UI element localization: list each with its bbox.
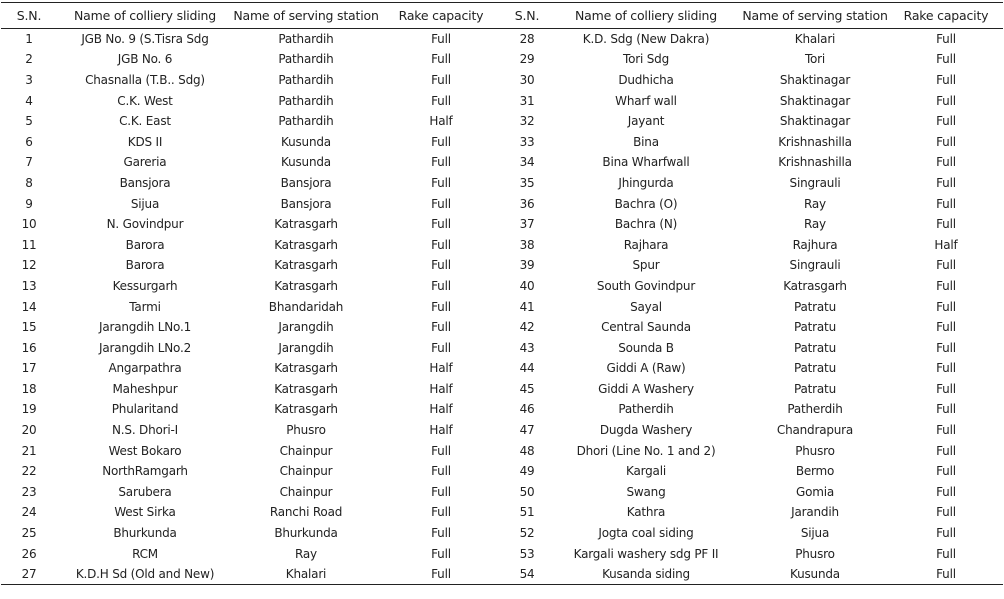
colliery-sliding-cell: N. Govindpur — [106, 217, 184, 232]
rake-capacity-cell: Full — [431, 443, 451, 458]
colliery-sliding-cell: Bina — [633, 134, 659, 149]
table-row — [1, 70, 1003, 91]
colliery-sliding-header: Name of colliery sliding — [57, 3, 233, 29]
table-row — [1, 90, 1003, 111]
serving-station-cell: Khalari — [233, 564, 379, 585]
serving-station-cell: Rajhura — [792, 237, 838, 252]
rake-capacity-cell: Full — [936, 114, 956, 129]
serving-station-cell: Katrasgarh — [274, 217, 338, 232]
table-row — [1, 131, 1003, 152]
table-row — [1, 420, 1003, 441]
colliery-sliding-cell: West Sirka — [114, 505, 176, 520]
colliery-sliding-cell: Kathra — [626, 505, 666, 520]
sn-cell: 9 — [25, 196, 33, 211]
colliery-sliding-cell: Jogta coal siding — [598, 526, 694, 541]
sn-cell: 14 — [21, 299, 37, 314]
serving-station-cell: Katrasgarh — [274, 237, 338, 252]
table-row — [1, 49, 1003, 70]
sn-cell: 19 — [21, 402, 37, 417]
table-row — [1, 193, 1003, 214]
rake-capacity-cell: Full — [431, 340, 451, 355]
rake-capacity-cell: Full — [936, 196, 956, 211]
rake-capacity-cell: Full — [431, 258, 451, 273]
colliery-sliding-cell: Phularitand — [111, 402, 179, 417]
sn-cell: 10 — [21, 217, 37, 232]
serving-station-cell: Kusunda — [281, 134, 331, 149]
table-header — [1, 3, 1003, 29]
sn-cell: 23 — [21, 484, 37, 499]
rake-capacity-cell: Full — [936, 72, 956, 87]
colliery-sliding-cell: Gareria — [123, 155, 167, 170]
rake-capacity-cell: Full — [431, 299, 451, 314]
sn-cell: 41 — [519, 299, 535, 314]
rake-capacity-cell: Full — [431, 546, 451, 561]
table-row — [1, 482, 1003, 503]
sn-cell: 29 — [519, 52, 535, 67]
serving-station-cell: Ranchi Road — [269, 505, 343, 520]
sn-cell: 11 — [21, 237, 37, 252]
rake-capacity-cell: Full — [379, 564, 503, 585]
rake-capacity-cell: Full — [889, 564, 1003, 585]
colliery-sliding-cell: Wharf wall — [615, 93, 677, 108]
colliery-sliding-cell: Sounda B — [618, 340, 674, 355]
table-row — [1, 214, 1003, 235]
colliery-sliding-cell: Barora — [125, 237, 165, 252]
colliery-sliding-cell: Bachra (N) — [614, 217, 678, 232]
rake-capacity-cell: Full — [936, 299, 956, 314]
serving-station-cell: Katrasgarh — [274, 381, 338, 396]
sn-cell: 8 — [25, 175, 33, 190]
rake-capacity-cell: Full — [936, 340, 956, 355]
sn-cell: 33 — [519, 134, 535, 149]
serving-station-cell: Chainpur — [279, 484, 333, 499]
serving-station-cell: Sijua — [800, 526, 830, 541]
table-row — [1, 461, 1003, 482]
sn-cell: 43 — [519, 340, 535, 355]
table-body — [1, 29, 1003, 585]
serving-station-cell: Shaktinagar — [779, 114, 851, 129]
colliery-sliding-cell: Maheshpur — [112, 381, 178, 396]
rake-capacity-cell: Full — [936, 93, 956, 108]
sn-cell: 30 — [519, 72, 535, 87]
sn-cell: 54 — [503, 564, 551, 585]
colliery-sliding-cell: RCM — [132, 546, 158, 561]
colliery-sliding-cell: C.K. East — [119, 114, 171, 129]
serving-station-cell: Phusro — [286, 423, 326, 438]
rake-capacity-cell: Full — [936, 464, 956, 479]
rake-capacity-cell: Full — [431, 175, 451, 190]
colliery-sliding-cell: JGB No. 6 — [117, 52, 173, 67]
serving-station-cell: Patherdih — [787, 402, 843, 417]
serving-station-cell: Singrauli — [789, 258, 841, 273]
rake-capacity-cell: Full — [431, 464, 451, 479]
serving-station-cell: Chainpur — [279, 443, 333, 458]
serving-station-cell: Pathardih — [278, 114, 334, 129]
rake-capacity-cell: Full — [431, 72, 451, 87]
rake-capacity-cell: Full — [936, 505, 956, 520]
colliery-sliding-cell: N.S. Dhori-I — [112, 423, 178, 438]
colliery-sliding-cell: K.D. Sdg (New Dakra) — [582, 32, 710, 47]
colliery-sliding-cell: Angarpathra — [108, 361, 182, 376]
serving-station-cell: Jarangdih — [278, 320, 334, 335]
colliery-sliding-cell: Sarubera — [118, 484, 172, 499]
rake-capacity-cell: Full — [431, 320, 451, 335]
serving-station-cell: Patratu — [794, 361, 836, 376]
table-row — [1, 379, 1003, 400]
rake-capacity-cell: Full — [936, 155, 956, 170]
colliery-sliding-cell: Barora — [125, 258, 165, 273]
table-row — [1, 255, 1003, 276]
sn-cell: 40 — [519, 278, 535, 293]
sn-cell: 3 — [25, 72, 33, 87]
rake-capacity-cell: Full — [431, 526, 451, 541]
serving-station-cell: Pathardih — [278, 32, 334, 47]
sn-cell: 21 — [21, 443, 37, 458]
rake-capacity-cell: Full — [936, 484, 956, 499]
sn-cell: 15 — [21, 320, 37, 335]
table-row — [1, 111, 1003, 132]
table-row — [1, 173, 1003, 194]
table-row — [1, 440, 1003, 461]
serving-station-cell: Khalari — [794, 32, 836, 47]
colliery-sliding-cell: South Govindpur — [596, 278, 696, 293]
sn-cell: 44 — [519, 361, 535, 376]
sn-cell: 37 — [519, 217, 535, 232]
colliery-sliding-cell: Giddi A (Raw) — [606, 361, 686, 376]
table-row — [1, 337, 1003, 358]
sn-cell: 35 — [519, 175, 535, 190]
serving-station-cell: Bansjora — [280, 196, 332, 211]
sn-cell: 22 — [21, 464, 37, 479]
table-row — [1, 317, 1003, 338]
rake-capacity-cell: Full — [431, 155, 451, 170]
serving-station-cell: Singrauli — [789, 175, 841, 190]
colliery-sliding-cell: Chasnalla (T.B.. Sdg) — [85, 72, 205, 87]
serving-station-cell: Kusunda — [281, 155, 331, 170]
rake-capacity-cell: Half — [429, 402, 453, 417]
sn-cell: 16 — [21, 340, 37, 355]
rake-capacity-cell: Full — [936, 402, 956, 417]
rake-capacity-cell: Full — [431, 505, 451, 520]
rake-capacity-cell: Half — [429, 423, 453, 438]
sn-cell: 28 — [519, 32, 535, 47]
serving-station-cell: Katrasgarh — [274, 258, 338, 273]
serving-station-cell: Bhurkunda — [274, 526, 338, 541]
colliery-sliding-cell: Swang — [626, 484, 666, 499]
sn-cell: 49 — [519, 464, 535, 479]
sn-cell: 38 — [519, 237, 535, 252]
serving-station-cell: Ray — [804, 217, 826, 232]
sn-header-2: S.N. — [503, 3, 551, 29]
serving-station-cell: Bermo — [795, 464, 835, 479]
sn-cell: 50 — [519, 484, 535, 499]
colliery-sliding-header-2: Name of colliery sliding — [551, 3, 741, 29]
colliery-sliding-cell: Kusanda siding — [551, 564, 741, 585]
colliery-sliding-cell: Kargali washery sdg PF II — [573, 546, 719, 561]
rake-capacity-cell: Full — [936, 361, 956, 376]
serving-station-cell: Tori — [804, 52, 826, 67]
rake-capacity-cell: Full — [431, 196, 451, 211]
serving-station-cell: Krishnashilla — [778, 155, 852, 170]
rake-capacity-cell: Full — [431, 93, 451, 108]
rake-capacity-cell: Half — [429, 114, 453, 129]
serving-station-cell: Patratu — [794, 340, 836, 355]
sn-cell: 51 — [519, 505, 535, 520]
colliery-sliding-cell: NorthRamgarh — [102, 464, 188, 479]
table-row — [1, 152, 1003, 173]
colliery-sliding-table — [1, 2, 1003, 585]
sn-cell: 5 — [25, 114, 33, 129]
sn-cell: 45 — [519, 381, 535, 396]
sn-cell: 47 — [519, 423, 535, 438]
table-row — [1, 296, 1003, 317]
colliery-sliding-cell: C.K. West — [117, 93, 173, 108]
serving-station-cell: Shaktinagar — [779, 93, 851, 108]
sn-cell: 52 — [519, 526, 535, 541]
colliery-sliding-cell: Spur — [632, 258, 660, 273]
colliery-sliding-cell: Jarangdih LNo.2 — [98, 340, 192, 355]
colliery-sliding-cell: Jayant — [627, 114, 665, 129]
sn-cell: 17 — [21, 361, 37, 376]
serving-station-cell: Pathardih — [278, 93, 334, 108]
rake-capacity-cell: Half — [934, 237, 958, 252]
rake-capacity-cell: Full — [936, 134, 956, 149]
rake-capacity-cell: Full — [936, 258, 956, 273]
rake-capacity-cell: Full — [936, 381, 956, 396]
serving-station-cell: Patratu — [794, 381, 836, 396]
header-row — [1, 3, 1003, 29]
rake-capacity-cell: Full — [936, 526, 956, 541]
sn-cell: 31 — [519, 93, 535, 108]
serving-station-cell: Katrasgarh — [274, 361, 338, 376]
sn-cell: 4 — [25, 93, 33, 108]
serving-station-cell: Gomia — [795, 484, 835, 499]
sn-cell: 27 — [1, 564, 57, 585]
sn-cell: 1 — [25, 32, 33, 47]
rake-capacity-cell: Full — [936, 217, 956, 232]
table-row — [1, 523, 1003, 544]
colliery-sliding-cell: Jhingurda — [618, 175, 674, 190]
table-row — [1, 234, 1003, 255]
rake-capacity-cell: Full — [936, 423, 956, 438]
serving-station-cell: Chainpur — [279, 464, 333, 479]
serving-station-cell: Bhandaridah — [268, 299, 344, 314]
sn-cell: 13 — [21, 278, 37, 293]
colliery-sliding-cell: Giddi A Washery — [598, 381, 694, 396]
colliery-sliding-cell: Rajhara — [623, 237, 669, 252]
rake-capacity-cell: Full — [431, 32, 451, 47]
sn-cell: 7 — [25, 155, 33, 170]
colliery-sliding-cell: Dudhicha — [618, 72, 674, 87]
colliery-sliding-cell: Central Saunda — [601, 320, 691, 335]
colliery-sliding-cell: JGB No. 9 (S.Tisra Sdg — [81, 32, 209, 47]
sn-cell: 48 — [519, 443, 535, 458]
sn-header: S.N. — [1, 3, 57, 29]
serving-station-cell: Katrasgarh — [783, 278, 847, 293]
colliery-sliding-cell: Bansjora — [119, 175, 171, 190]
sn-cell: 6 — [25, 134, 33, 149]
rake-capacity-cell: Full — [936, 175, 956, 190]
sn-cell: 39 — [519, 258, 535, 273]
sn-cell: 34 — [519, 155, 535, 170]
table-row — [1, 358, 1003, 379]
serving-station-header: Name of serving station — [233, 3, 379, 29]
serving-station-cell: Patratu — [794, 320, 836, 335]
sn-cell: 12 — [21, 258, 37, 273]
table-row — [1, 276, 1003, 297]
colliery-sliding-cell: Tarmi — [129, 299, 161, 314]
rake-capacity-cell: Half — [429, 361, 453, 376]
colliery-sliding-cell: Dhori (Line No. 1 and 2) — [576, 443, 716, 458]
serving-station-cell: Ray — [804, 196, 826, 211]
rake-capacity-cell: Full — [936, 52, 956, 67]
serving-station-cell: Phusro — [795, 443, 835, 458]
serving-station-cell: Katrasgarh — [274, 402, 338, 417]
colliery-sliding-cell: K.D.H Sd (Old and New) — [57, 564, 233, 585]
sn-cell: 32 — [519, 114, 535, 129]
serving-station-cell: Ray — [295, 546, 317, 561]
colliery-sliding-cell: Tori Sdg — [623, 52, 669, 67]
serving-station-cell: Chandrapura — [776, 423, 854, 438]
rake-capacity-cell: Full — [431, 484, 451, 499]
colliery-sliding-cell: Bachra (O) — [614, 196, 678, 211]
serving-station-cell: Bansjora — [280, 175, 332, 190]
sn-cell: 46 — [519, 402, 535, 417]
colliery-sliding-cell: West Bokaro — [108, 443, 182, 458]
serving-station-cell: Pathardih — [278, 72, 334, 87]
table-row — [1, 502, 1003, 523]
rake-capacity-cell: Full — [936, 320, 956, 335]
rake-capacity-cell: Full — [936, 278, 956, 293]
colliery-sliding-cell: Patherdih — [618, 402, 674, 417]
serving-station-header-2: Name of serving station — [741, 3, 889, 29]
serving-station-cell: Kusunda — [741, 564, 889, 585]
rake-capacity-cell: Full — [936, 546, 956, 561]
rake-capacity-cell: Full — [431, 278, 451, 293]
serving-station-cell: Shaktinagar — [779, 72, 851, 87]
rake-capacity-cell: Full — [431, 217, 451, 232]
rake-capacity-header: Rake capacity — [379, 3, 503, 29]
rake-capacity-cell: Full — [431, 134, 451, 149]
colliery-sliding-cell: Bhurkunda — [113, 526, 177, 541]
rake-capacity-cell: Full — [431, 237, 451, 252]
table-row — [1, 29, 1003, 50]
sn-cell: 2 — [25, 52, 33, 67]
serving-station-cell: Patratu — [794, 299, 836, 314]
table-row — [1, 543, 1003, 564]
serving-station-cell: Katrasgarh — [274, 278, 338, 293]
rake-capacity-header-2: Rake capacity — [889, 3, 1003, 29]
table-row — [1, 399, 1003, 420]
table-row — [1, 564, 1003, 585]
colliery-sliding-cell: Kargali — [626, 464, 666, 479]
serving-station-cell: Jarandih — [791, 505, 839, 520]
rake-capacity-cell: Full — [431, 52, 451, 67]
sn-cell: 26 — [21, 546, 37, 561]
rake-capacity-cell: Full — [936, 32, 956, 47]
colliery-sliding-cell: Sayal — [630, 299, 662, 314]
sn-cell: 53 — [519, 546, 535, 561]
colliery-sliding-cell: Kessurgarh — [112, 278, 178, 293]
rake-capacity-cell: Full — [936, 443, 956, 458]
sn-cell: 42 — [519, 320, 535, 335]
sn-cell: 20 — [21, 423, 37, 438]
colliery-sliding-cell: Dugda Washery — [599, 423, 693, 438]
colliery-sliding-cell: Bina Wharfwall — [602, 155, 690, 170]
colliery-sliding-cell: Jarangdih LNo.1 — [98, 320, 192, 335]
rake-capacity-cell: Half — [429, 381, 453, 396]
serving-station-cell: Pathardih — [278, 52, 334, 67]
sn-cell: 18 — [21, 381, 37, 396]
serving-station-cell: Krishnashilla — [778, 134, 852, 149]
sn-cell: 25 — [21, 526, 37, 541]
colliery-sliding-cell: KDS II — [127, 134, 163, 149]
sn-cell: 24 — [21, 505, 37, 520]
colliery-sliding-cell: Sijua — [130, 196, 160, 211]
sn-cell: 36 — [519, 196, 535, 211]
serving-station-cell: Jarangdih — [278, 340, 334, 355]
serving-station-cell: Phusro — [795, 546, 835, 561]
